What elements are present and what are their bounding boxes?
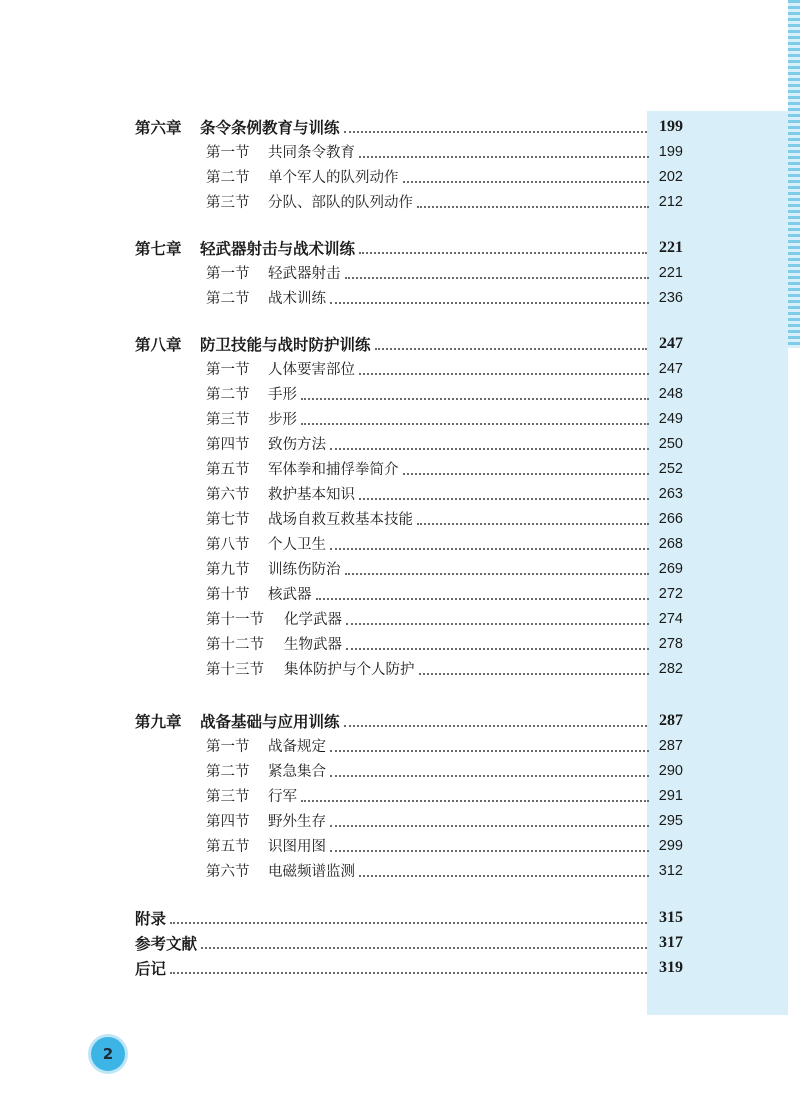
dot-leader — [170, 972, 647, 974]
toc-section[interactable] — [0, 506, 800, 531]
section-title: 致伤方法 — [268, 437, 326, 453]
section-title: 步形 — [268, 412, 297, 428]
chapter-label: 第六章 — [135, 117, 182, 137]
section-label: 第十二节 — [206, 637, 264, 653]
section-page-number: 269 — [658, 560, 683, 577]
section-label: 第三节 — [206, 789, 250, 805]
section-page-number: 274 — [658, 610, 683, 627]
dot-leader — [375, 348, 647, 350]
toc-chapter-8[interactable] — [0, 331, 800, 356]
section-label: 第三节 — [206, 195, 250, 211]
dot-leader — [345, 277, 650, 279]
dot-leader — [417, 206, 649, 208]
section-label: 第八节 — [206, 537, 250, 553]
chapter-page-number: 221 — [659, 238, 683, 256]
section-title: 分队、部队的队列动作 — [268, 195, 413, 211]
toc-afterword[interactable] — [0, 955, 800, 980]
appendix-page-number: 315 — [659, 908, 683, 926]
toc-section[interactable] — [0, 481, 800, 506]
toc-section[interactable] — [0, 189, 800, 214]
toc-section[interactable] — [0, 381, 800, 406]
dot-leader — [316, 598, 650, 600]
section-label: 第一节 — [206, 266, 250, 282]
dot-leader — [344, 725, 647, 727]
section-page-number: 282 — [658, 660, 683, 677]
dot-leader — [330, 302, 649, 304]
dot-leader — [419, 673, 650, 675]
dot-leader — [330, 850, 649, 852]
toc-section[interactable] — [0, 260, 800, 285]
toc-section[interactable] — [0, 783, 800, 808]
section-label: 第十三节 — [206, 662, 264, 678]
section-label: 第一节 — [206, 739, 250, 755]
section-page-number: 202 — [658, 168, 683, 185]
toc-section[interactable] — [0, 656, 800, 681]
section-page-number: 248 — [658, 385, 683, 402]
toc-section[interactable] — [0, 581, 800, 606]
dot-leader — [170, 922, 647, 924]
section-page-number: 199 — [658, 143, 683, 160]
toc-section[interactable] — [0, 431, 800, 456]
section-label: 第二节 — [206, 764, 250, 780]
section-label: 第十节 — [206, 587, 250, 603]
dot-leader — [301, 398, 649, 400]
section-page-number: 272 — [658, 585, 683, 602]
page-number-badge — [88, 1034, 128, 1074]
section-title: 化学武器 — [284, 612, 342, 628]
toc-section[interactable] — [0, 858, 800, 883]
dot-leader — [330, 448, 649, 450]
afterword-title: 后记 — [135, 958, 167, 978]
toc-section[interactable] — [0, 606, 800, 631]
dot-leader — [359, 252, 647, 254]
appendix-title: 附录 — [135, 908, 167, 928]
section-label: 第二节 — [206, 170, 250, 186]
dot-leader — [201, 947, 647, 949]
section-label: 第四节 — [206, 814, 250, 830]
dot-leader — [330, 750, 649, 752]
section-page-number: 287 — [658, 737, 683, 754]
chapter-label: 第八章 — [135, 334, 182, 354]
section-title: 识图用图 — [268, 839, 326, 855]
section-label: 第五节 — [206, 462, 250, 478]
dot-leader — [359, 875, 649, 877]
toc-section[interactable] — [0, 456, 800, 481]
section-title: 个人卫生 — [268, 537, 326, 553]
section-page-number: 247 — [658, 360, 683, 377]
section-page-number: 266 — [658, 510, 683, 527]
section-title: 单个军人的队列动作 — [268, 170, 399, 186]
toc-section[interactable] — [0, 406, 800, 431]
section-title: 核武器 — [268, 587, 312, 603]
toc-chapter-6[interactable] — [0, 114, 800, 139]
chapter-title: 防卫技能与战时防护训练 — [200, 334, 371, 354]
section-title: 军体拳和捕俘拳简介 — [268, 462, 399, 478]
section-label: 第九节 — [206, 562, 250, 578]
dot-leader — [301, 423, 649, 425]
section-title: 救护基本知识 — [268, 487, 355, 503]
section-title: 训练伤防治 — [268, 562, 341, 578]
chapter-page-number: 199 — [659, 117, 683, 135]
section-label: 第六节 — [206, 864, 250, 880]
chapter-title: 轻武器射击与战术训练 — [200, 238, 356, 258]
section-label: 第一节 — [206, 145, 250, 161]
chapter-title: 战备基础与应用训练 — [200, 711, 340, 731]
toc-appendix[interactable] — [0, 905, 800, 930]
page-number: 2 — [102, 1045, 114, 1063]
toc-references[interactable] — [0, 930, 800, 955]
section-title: 战场自救互救基本技能 — [268, 512, 413, 528]
toc-section[interactable] — [0, 733, 800, 758]
dot-leader — [403, 473, 650, 475]
section-label: 第四节 — [206, 437, 250, 453]
section-label: 第三节 — [206, 412, 250, 428]
section-title: 野外生存 — [268, 814, 326, 830]
references-page-number: 317 — [659, 933, 683, 951]
afterword-page-number: 319 — [659, 958, 683, 976]
section-page-number: 278 — [658, 635, 683, 652]
toc-chapter-7[interactable] — [0, 235, 800, 260]
dot-leader — [345, 573, 650, 575]
section-page-number: 290 — [658, 762, 683, 779]
section-label: 第六节 — [206, 487, 250, 503]
toc-section[interactable] — [0, 285, 800, 310]
section-title: 行军 — [268, 789, 297, 805]
references-title: 参考文献 — [135, 933, 198, 953]
section-title: 共同条令教育 — [268, 145, 355, 161]
toc-chapter-9[interactable] — [0, 708, 800, 733]
section-title: 战备规定 — [268, 739, 326, 755]
section-title: 集体防护与个人防护 — [284, 662, 415, 678]
dot-leader — [417, 523, 649, 525]
toc-section[interactable] — [0, 758, 800, 783]
toc-section[interactable] — [0, 139, 800, 164]
section-title: 手形 — [268, 387, 297, 403]
section-title: 轻武器射击 — [268, 266, 341, 282]
section-label: 第一节 — [206, 362, 250, 378]
section-label: 第五节 — [206, 839, 250, 855]
dot-leader — [301, 800, 649, 802]
section-title: 生物武器 — [284, 637, 342, 653]
section-page-number: 299 — [658, 837, 683, 854]
toc-section[interactable] — [0, 808, 800, 833]
chapter-title: 条令条例教育与训练 — [200, 117, 340, 137]
dot-leader — [346, 648, 649, 650]
chapter-label: 第九章 — [135, 711, 182, 731]
section-title: 战术训练 — [268, 291, 326, 307]
section-page-number: 236 — [658, 289, 683, 306]
section-label: 第七节 — [206, 512, 250, 528]
section-page-number: 263 — [658, 485, 683, 502]
section-title: 人体要害部位 — [268, 362, 355, 378]
dot-leader — [359, 156, 649, 158]
section-label: 第十一节 — [206, 612, 264, 628]
dot-leader — [403, 181, 650, 183]
section-page-number: 212 — [658, 193, 683, 210]
section-page-number: 291 — [658, 787, 683, 804]
chapter-page-number: 287 — [659, 711, 683, 729]
section-page-number: 249 — [658, 410, 683, 427]
section-page-number: 295 — [658, 812, 683, 829]
section-page-number: 268 — [658, 535, 683, 552]
dot-leader — [359, 373, 649, 375]
toc-section[interactable] — [0, 833, 800, 858]
dot-leader — [344, 131, 647, 133]
section-title: 电磁频谱监测 — [268, 864, 355, 880]
dot-leader — [330, 775, 649, 777]
toc-section[interactable] — [0, 356, 800, 381]
section-page-number: 312 — [658, 862, 683, 879]
chapter-page-number: 247 — [659, 334, 683, 352]
dot-leader — [330, 825, 649, 827]
chapter-label: 第七章 — [135, 238, 182, 258]
section-label: 第二节 — [206, 291, 250, 307]
section-page-number: 250 — [658, 435, 683, 452]
dot-leader — [346, 623, 649, 625]
toc-section[interactable] — [0, 531, 800, 556]
toc-section[interactable] — [0, 556, 800, 581]
section-page-number: 221 — [658, 264, 683, 281]
section-page-number: 252 — [658, 460, 683, 477]
toc-section[interactable] — [0, 164, 800, 189]
section-label: 第二节 — [206, 387, 250, 403]
dot-leader — [359, 498, 649, 500]
dot-leader — [330, 548, 649, 550]
section-title: 紧急集合 — [268, 764, 326, 780]
toc-section[interactable] — [0, 631, 800, 656]
